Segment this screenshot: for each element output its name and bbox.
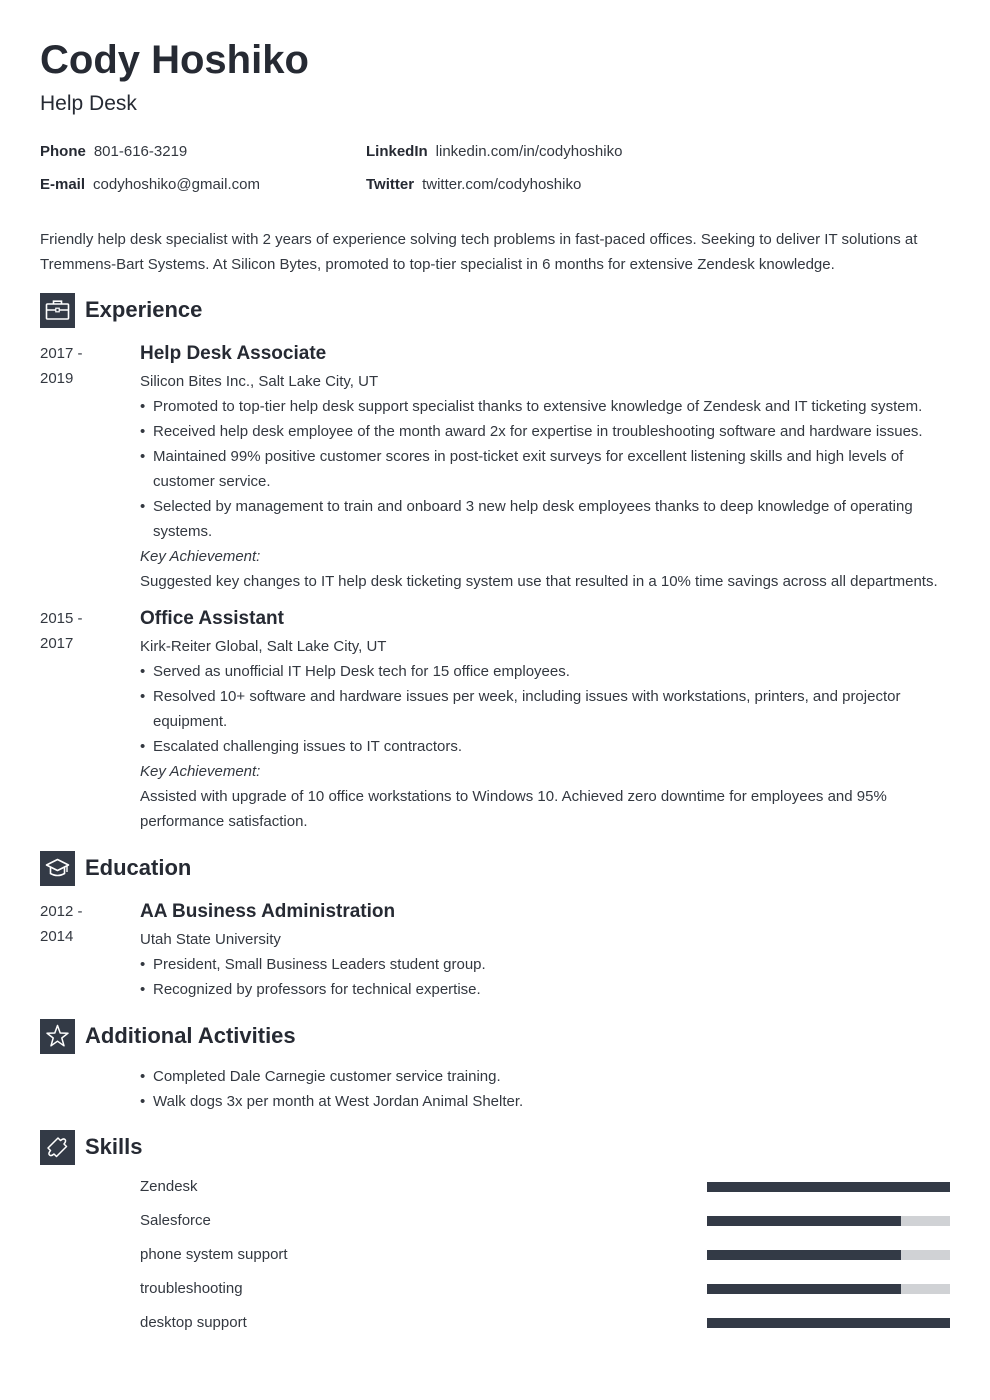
skill-row bbox=[140, 1211, 950, 1231]
job-bullet: • Maintained 99% positive customer scores in post-ticket exit surveys for excellent listening skills and high levels of customer service. bbox=[140, 444, 950, 494]
contact-label: Twitter bbox=[366, 176, 415, 193]
experience-section-header bbox=[40, 292, 202, 328]
contact-email bbox=[40, 176, 260, 194]
key-achievement-text: Suggested key changes to IT help desk ticketing system use that resulted in a 10% time savings across all departments. bbox=[140, 573, 938, 590]
skill-level-fill bbox=[707, 1216, 901, 1226]
education-section-header bbox=[40, 850, 191, 886]
section-title: Skills bbox=[85, 1134, 143, 1159]
profile-summary: Friendly help desk specialist with 2 years of experience solving tech problems in fast-paced offices. Seeking to deliver IT solutions at Tremmens-Bart Systems. At Silicon Bytes, promoted to top-tier specialist in 6 months for extensive Zendesk knowledge. bbox=[40, 231, 918, 273]
activity-bullet: • Completed Dale Carnegie customer service training. bbox=[140, 1064, 950, 1089]
activity-bullet: • Walk dogs 3x per month at West Jordan Animal Shelter. bbox=[140, 1089, 950, 1114]
degree-title: AA Business Administration bbox=[140, 901, 396, 922]
job-title: Help Desk Associate bbox=[140, 343, 327, 364]
section-title: Additional Activities bbox=[85, 1023, 296, 1048]
contact-label: E-mail bbox=[40, 176, 86, 193]
job-bullet: • Escalated challenging issues to IT contractors. bbox=[140, 734, 950, 759]
job-company: Kirk-Reiter Global, Salt Lake City, UT bbox=[140, 638, 387, 655]
briefcase-icon bbox=[40, 293, 75, 328]
job-company: Silicon Bites Inc., Salt Lake City, UT bbox=[140, 373, 379, 390]
skill-level-bar bbox=[707, 1216, 950, 1226]
key-achievement-text: Assisted with upgrade of 10 office workstations to Windows 10. Achieved zero downtime for employees and 95% performance satisfaction. bbox=[140, 788, 887, 830]
skill-name: Salesforce bbox=[140, 1212, 211, 1229]
contact-label: LinkedIn bbox=[366, 143, 428, 160]
date-end: 2019 bbox=[40, 370, 74, 387]
education-bullet: • Recognized by professors for technical expertise. bbox=[140, 977, 950, 1002]
contact-value[interactable]: codyhoshiko@gmail.com bbox=[93, 176, 260, 193]
job-bullet: • Received help desk employee of the month award 2x for expertise in troubleshooting software and hardware issues. bbox=[140, 419, 950, 444]
key-achievement-label: Key Achievement: bbox=[140, 548, 261, 565]
job-bullet: • Selected by management to train and onboard 3 new help desk employees thanks to deep knowledge of operating systems. bbox=[140, 494, 950, 544]
skill-level-fill bbox=[707, 1284, 901, 1294]
job-bullet: • Promoted to top-tier help desk support specialist thanks to extensive knowledge of Zendesk and IT ticketing system. bbox=[140, 394, 950, 419]
activities-section-header bbox=[40, 1018, 296, 1054]
skill-level-fill bbox=[707, 1182, 950, 1192]
key-achievement-label: Key Achievement: bbox=[140, 763, 261, 780]
skill-level-fill bbox=[707, 1318, 950, 1328]
section-title: Experience bbox=[85, 297, 203, 322]
contact-value[interactable]: linkedin.com/in/codyhoshiko bbox=[435, 143, 623, 160]
contact-phone bbox=[40, 143, 187, 161]
job-dates bbox=[40, 341, 110, 391]
contact-twitter bbox=[366, 176, 581, 194]
skills-section-header bbox=[40, 1129, 142, 1165]
skill-name: desktop support bbox=[140, 1314, 247, 1331]
skill-level-bar bbox=[707, 1318, 950, 1328]
date-start: 2017 - bbox=[40, 345, 83, 362]
date-start: 2015 - bbox=[40, 610, 83, 627]
candidate-name: Cody Hoshiko bbox=[40, 38, 309, 82]
skill-level-bar bbox=[707, 1182, 950, 1192]
puzzle-icon bbox=[40, 1130, 75, 1165]
date-end: 2017 bbox=[40, 635, 74, 652]
date-end: 2014 bbox=[40, 928, 74, 945]
graduation-cap-icon bbox=[40, 851, 75, 886]
job-title: Office Assistant bbox=[140, 608, 284, 629]
skill-row bbox=[140, 1279, 950, 1299]
job-bullet: • Served as unofficial IT Help Desk tech for 15 office employees. bbox=[140, 659, 950, 684]
skill-level-bar bbox=[707, 1250, 950, 1260]
job-bullet: • Resolved 10+ software and hardware issues per week, including issues with workstations, printers, and projector equipment. bbox=[140, 684, 950, 734]
contact-value: 801-616-3219 bbox=[93, 143, 188, 160]
school-name: Utah State University bbox=[140, 931, 281, 948]
skill-name: Zendesk bbox=[140, 1178, 198, 1195]
education-dates bbox=[40, 899, 110, 949]
contact-value[interactable]: twitter.com/codyhoshiko bbox=[422, 176, 582, 193]
skill-name: troubleshooting bbox=[140, 1280, 243, 1297]
skill-row bbox=[140, 1177, 950, 1197]
education-bullet: • President, Small Business Leaders student group. bbox=[140, 952, 950, 977]
contact-linkedin bbox=[366, 143, 622, 161]
skill-row bbox=[140, 1313, 950, 1333]
skill-level-bar bbox=[707, 1284, 950, 1294]
skill-row bbox=[140, 1245, 950, 1265]
job-dates bbox=[40, 606, 110, 656]
contact-label: Phone bbox=[40, 143, 86, 160]
job-title: Help Desk bbox=[40, 92, 137, 115]
skill-level-fill bbox=[707, 1250, 901, 1260]
skill-name: phone system support bbox=[140, 1246, 288, 1263]
star-icon bbox=[40, 1019, 75, 1054]
date-start: 2012 - bbox=[40, 903, 83, 920]
section-title: Education bbox=[85, 855, 192, 880]
